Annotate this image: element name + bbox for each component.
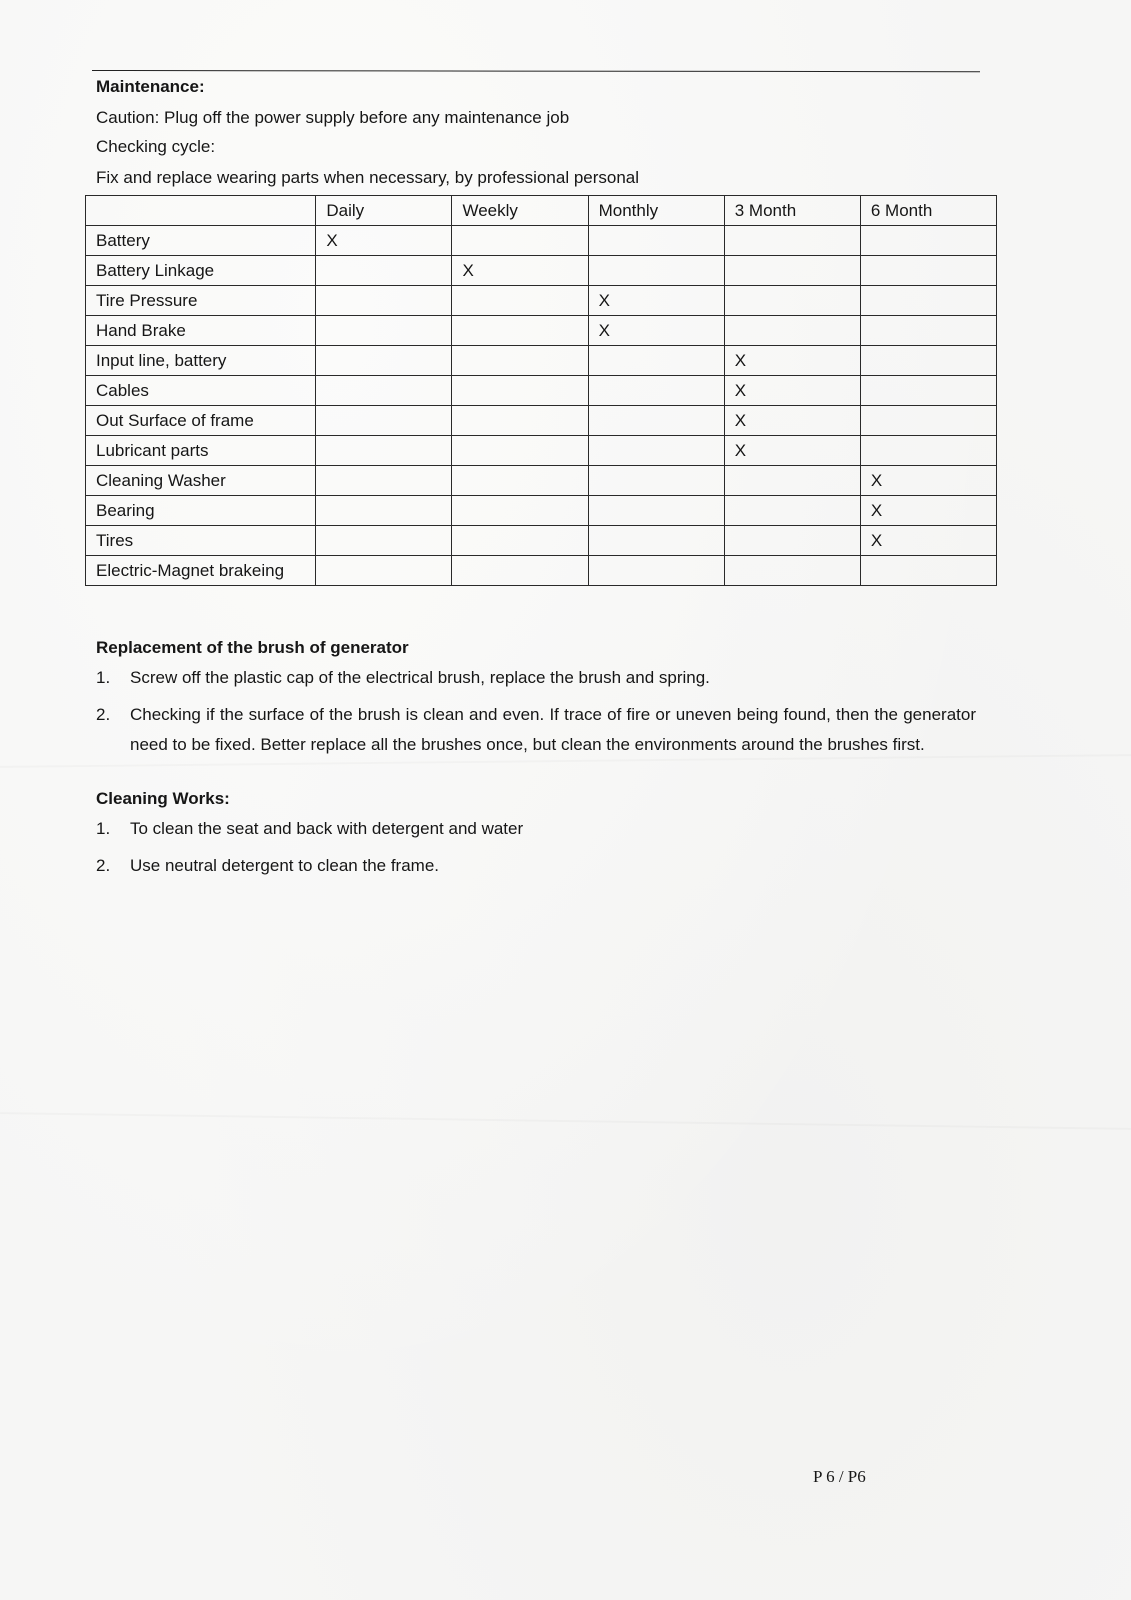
list-item-text: Checking if the surface of the brush is clean and even. If trace of fire or uneven being found, then the generator need to be fixed. Better replace all the brushes once, but clean the environments around the brushes first. (130, 705, 976, 754)
table-row (86, 526, 997, 556)
check-mark-cell (724, 226, 860, 256)
item-cell: Lubricant parts (86, 436, 316, 466)
check-mark-cell: X (316, 226, 452, 256)
check-mark-cell (316, 316, 452, 346)
check-mark-cell (316, 496, 452, 526)
check-mark-cell (316, 256, 452, 286)
check-mark-cell (588, 496, 724, 526)
item-cell: Tires (86, 526, 316, 556)
check-mark-cell (452, 526, 588, 556)
check-mark-cell (860, 406, 996, 436)
table-row (86, 226, 997, 256)
check-mark-cell (588, 226, 724, 256)
table-header-cell: Weekly (452, 196, 588, 226)
check-mark-cell (316, 406, 452, 436)
caution-text: Caution: Plug off the power supply before any maintenance job (96, 108, 570, 127)
table-row (86, 376, 997, 406)
check-mark-cell: X (724, 376, 860, 406)
check-mark-cell (724, 496, 860, 526)
maintenance-schedule-table (85, 195, 997, 586)
check-mark-cell (860, 376, 996, 406)
item-cell: Electric-Magnet brakeing (86, 556, 316, 586)
list-item-number: 1. (96, 819, 111, 838)
check-mark-cell (452, 466, 588, 496)
check-mark-cell: X (452, 256, 588, 286)
table-header-cell: 3 Month (724, 196, 860, 226)
check-mark-cell (452, 556, 588, 586)
check-mark-cell (588, 346, 724, 376)
check-mark-cell (316, 526, 452, 556)
check-mark-cell: X (724, 346, 860, 376)
table-row (86, 406, 997, 436)
check-mark-cell: X (860, 526, 996, 556)
table-row (86, 466, 997, 496)
table-header-cell: 6 Month (860, 196, 996, 226)
check-mark-cell (860, 436, 996, 466)
item-cell: Cleaning Washer (86, 466, 316, 496)
check-mark-cell: X (588, 316, 724, 346)
check-mark-cell (724, 316, 860, 346)
table-header-row (86, 196, 997, 226)
brush-replacement-heading: Replacement of the brush of generator (96, 638, 409, 657)
list-item (96, 663, 976, 693)
check-mark-cell (724, 466, 860, 496)
header-rule (92, 70, 980, 72)
item-cell: Hand Brake (86, 316, 316, 346)
check-mark-cell (860, 316, 996, 346)
paper-crease (0, 1112, 1131, 1130)
check-mark-cell (588, 436, 724, 466)
check-mark-cell (452, 286, 588, 316)
check-mark-cell (316, 436, 452, 466)
check-mark-cell (452, 406, 588, 436)
item-cell: Input line, battery (86, 346, 316, 376)
table-row (86, 256, 997, 286)
list-item (96, 814, 976, 844)
check-mark-cell (452, 496, 588, 526)
check-mark-cell (724, 286, 860, 316)
item-cell: Tire Pressure (86, 286, 316, 316)
check-mark-cell (588, 376, 724, 406)
check-mark-cell (316, 346, 452, 376)
list-item-number: 1. (96, 668, 111, 687)
list-item-number: 2. (96, 856, 111, 875)
check-mark-cell (860, 346, 996, 376)
page-number: P 6 / P6 (813, 1467, 866, 1486)
check-mark-cell (724, 256, 860, 286)
check-mark-cell (316, 556, 452, 586)
check-mark-cell (316, 466, 452, 496)
check-mark-cell: X (860, 466, 996, 496)
list-item-text: Use neutral detergent to clean the frame. (130, 856, 440, 875)
check-mark-cell (860, 226, 996, 256)
table-header-cell: Daily (316, 196, 452, 226)
item-cell: Out Surface of frame (86, 406, 316, 436)
list-item (96, 851, 976, 881)
check-mark-cell (452, 316, 588, 346)
brush-replacement-list (96, 663, 976, 760)
table-row (86, 436, 997, 466)
list-item-number: 2. (96, 705, 111, 724)
checking-cycle-text: Checking cycle: (96, 137, 216, 156)
list-item-text: To clean the seat and back with detergent and water (130, 819, 524, 838)
table-row (86, 286, 997, 316)
check-mark-cell (860, 256, 996, 286)
check-mark-cell: X (860, 496, 996, 526)
check-mark-cell (588, 256, 724, 286)
list-item-text: Screw off the plastic cap of the electrical brush, replace the brush and spring. (130, 668, 710, 687)
cleaning-works-list (96, 814, 976, 888)
check-mark-cell (588, 406, 724, 436)
check-mark-cell: X (724, 406, 860, 436)
table-row (86, 556, 997, 586)
cleaning-works-heading: Cleaning Works: (96, 789, 230, 808)
list-item (96, 700, 976, 760)
fix-note-text: Fix and replace wearing parts when necessary, by professional personal (96, 168, 640, 187)
check-mark-cell: X (724, 436, 860, 466)
check-mark-cell (452, 436, 588, 466)
check-mark-cell (860, 286, 996, 316)
check-mark-cell (860, 556, 996, 586)
table-header-blank (86, 196, 316, 226)
item-cell: Bearing (86, 496, 316, 526)
check-mark-cell (588, 466, 724, 496)
check-mark-cell (588, 556, 724, 586)
table-row (86, 346, 997, 376)
check-mark-cell (316, 376, 452, 406)
table-header-cell: Monthly (588, 196, 724, 226)
check-mark-cell (724, 526, 860, 556)
item-cell: Battery (86, 226, 316, 256)
check-mark-cell (452, 226, 588, 256)
check-mark-cell: X (588, 286, 724, 316)
check-mark-cell (452, 376, 588, 406)
check-mark-cell (316, 286, 452, 316)
check-mark-cell (588, 526, 724, 556)
maintenance-heading: Maintenance: (96, 77, 205, 96)
check-mark-cell (724, 556, 860, 586)
check-mark-cell (452, 346, 588, 376)
table-row (86, 316, 997, 346)
item-cell: Cables (86, 376, 316, 406)
table-row (86, 496, 997, 526)
item-cell: Battery Linkage (86, 256, 316, 286)
